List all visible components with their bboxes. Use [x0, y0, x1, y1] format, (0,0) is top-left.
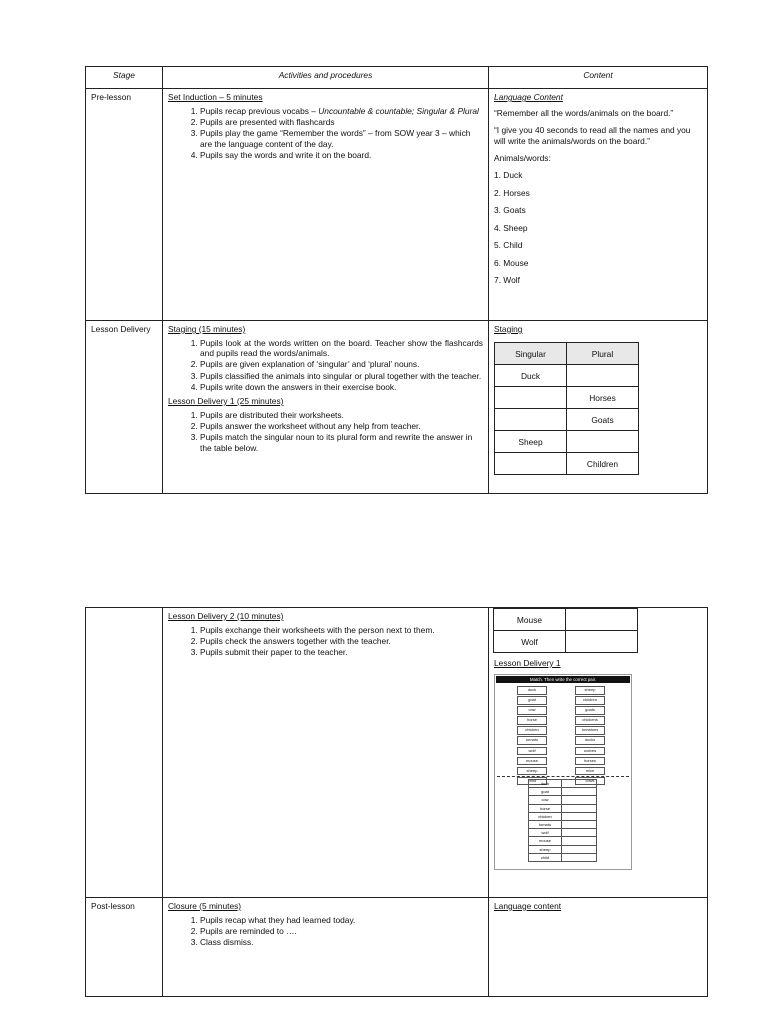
list-item: 3. Pupils match the singular noun to its plural form and rewrite the answer in the table below. [200, 432, 483, 452]
post-lesson-row [86, 898, 708, 997]
lesson-delivery-stage: Lesson Delivery [86, 321, 163, 494]
list-item: 2. Pupils are presented with flashcards [200, 117, 483, 127]
set-induction-list [168, 106, 483, 160]
worksheet-word: mice [575, 767, 605, 776]
list-item: 3. Pupils submit their paper to the teacher. [200, 647, 483, 657]
singular-plural-header [495, 343, 639, 365]
header-content: Content [489, 67, 708, 89]
worksheet-cut-line [497, 776, 629, 777]
worksheet-grid-word: chicken [528, 812, 562, 821]
table-cell: Wolf [494, 631, 566, 653]
list-item: 2. Pupils check the answers together with the teacher. [200, 636, 483, 646]
table-header-row [86, 67, 708, 89]
worksheet-answer-grid [529, 779, 597, 861]
table-row [495, 431, 639, 453]
worksheet-word: tomatoes [575, 726, 605, 735]
pre-lesson-content [489, 89, 708, 321]
worksheet-word: sheep [517, 767, 547, 776]
worksheet-word: ducks [575, 736, 605, 745]
worksheet-word: wolf [517, 747, 547, 756]
list-item: 1. Pupils recap what they had learned today. [200, 915, 483, 925]
table-cell: Duck [495, 365, 567, 387]
list-item: 4. Pupils write down the answers in their exercise book. [200, 382, 483, 392]
worksheet-grid-word: mouse [528, 836, 562, 845]
header-activities: Activities and procedures [163, 67, 489, 89]
table-row [495, 387, 639, 409]
worksheet-grid-word: tomato [528, 820, 562, 829]
post-lesson-content [489, 898, 708, 997]
set-induction-heading: Set Induction – 5 minutes [168, 92, 263, 102]
post-lesson-activities [163, 898, 489, 997]
post-lesson-stage: Post-lesson [86, 898, 163, 997]
worksheet-grid-word: duck [528, 779, 562, 788]
quote-2: “I give you 40 seconds to read all the names and you will write the animals/words on the board.” [494, 125, 691, 146]
table-row [494, 631, 638, 653]
worksheet-word: goats [575, 706, 605, 715]
table-cell [566, 609, 638, 631]
pre-lesson-stage: Pre-lesson [86, 89, 163, 321]
table-cell [567, 365, 639, 387]
list-item: 1. Pupils recap previous vocabs – Uncountable & countable; Singular & Plural [200, 106, 483, 116]
worksheet-word: cow [517, 706, 547, 715]
singular-header: Singular [495, 343, 567, 365]
worksheet-word: goat [517, 696, 547, 705]
animal-item: 3. Goats [494, 205, 526, 215]
worksheet-word: cows [575, 777, 605, 786]
worksheet-word: tomato [517, 736, 547, 745]
pre-lesson-row [86, 89, 708, 321]
table-cell [495, 409, 567, 431]
worksheet-word: chicken [517, 726, 547, 735]
worksheet-word: horses [575, 757, 605, 766]
list-item: 1. Pupils are distributed their worksheets. [200, 410, 483, 420]
language-content-heading: Language Content [494, 92, 563, 102]
staging-list [168, 338, 483, 392]
quote-1: “Remember all the words/animals on the board.” [494, 108, 674, 118]
lesson-delivery-activities [163, 321, 489, 494]
lesson-delivery-2-list [168, 625, 483, 658]
worksheet-singular-column [517, 686, 547, 787]
closure-list [168, 915, 483, 948]
table-cell: Children [567, 453, 639, 475]
staging-content-heading: Staging [494, 324, 523, 334]
language-content-heading-2: Language content [494, 901, 562, 911]
worksheet-grid-word: wolf [528, 828, 562, 837]
worksheet-word: mouse [517, 757, 547, 766]
worksheet-word: children [575, 696, 605, 705]
singular-plural-table-continued [493, 608, 638, 653]
singular-plural-table [494, 342, 639, 475]
pre-lesson-activities [163, 89, 489, 321]
table-cell: Horses [567, 387, 639, 409]
header-stage: Stage [86, 67, 163, 89]
plural-header: Plural [567, 343, 639, 365]
closure-heading: Closure (5 minutes) [168, 901, 242, 911]
worksheet-grid-word: sheep [528, 845, 562, 854]
table-cell: Goats [567, 409, 639, 431]
list-item: 4. Pupils say the words and write it on the board. [200, 150, 483, 160]
lesson-delivery-2-content [489, 608, 708, 898]
lesson-plan-table-1 [85, 66, 708, 494]
lesson-delivery-1-heading: Lesson Delivery 1 (25 minutes) [168, 396, 284, 407]
empty-stage-cell [86, 608, 163, 898]
worksheet-title: Match. Then write the correct pair. [496, 676, 630, 683]
staging-heading: Staging (15 minutes) [168, 324, 246, 334]
list-item: 3. Class dismiss. [200, 937, 483, 947]
table-row [495, 453, 639, 475]
list-item: 1. Pupils look at the words written on the board. Teacher show the flashcards and pupils read the words/animals. [200, 338, 483, 358]
list-item: 3. Pupils classified the animals into singular or plural together with the teacher. [200, 371, 483, 381]
list-item: 2. Pupils are given explanation of ‘singular’ and ‘plural’ nouns. [200, 359, 483, 369]
table-row [495, 365, 639, 387]
table-cell [567, 431, 639, 453]
lesson-plan-table-2 [85, 607, 708, 997]
worksheet-word: child [517, 777, 547, 786]
worksheet-word: horse [517, 716, 547, 725]
lesson-delivery-content [489, 321, 708, 494]
worksheet-word: chickens [575, 716, 605, 725]
animal-item: 5. Child [494, 240, 523, 250]
worksheet-image [494, 674, 632, 870]
worksheet-grid-word: child [528, 853, 562, 862]
lesson-delivery-2-heading: Lesson Delivery 2 (10 minutes) [168, 611, 284, 621]
table-cell [495, 453, 567, 475]
animal-item: 2. Horses [494, 187, 530, 198]
list-item: 2. Pupils are reminded to …. [200, 926, 483, 936]
lesson-delivery-1-list [168, 410, 483, 453]
worksheet-grid-word: horse [528, 804, 562, 813]
animal-item: 1. Duck [494, 170, 523, 180]
table-cell [566, 631, 638, 653]
list-item: 1. Pupils exchange their worksheets with the person next to them. [200, 625, 483, 635]
worksheet-word: sheep [575, 686, 605, 695]
table-row [495, 409, 639, 431]
worksheet-word: duck [517, 686, 547, 695]
worksheet-grid-word: cow [528, 795, 562, 804]
worksheet-blank [561, 853, 597, 862]
lesson-delivery-2-activities [163, 608, 489, 898]
list-item: 3. Pupils play the game “Remember the words” – from SOW year 3 – which are the language content of the day. [200, 128, 483, 148]
list-item: 2. Pupils answer the worksheet without any help from teacher. [200, 421, 483, 431]
worksheet-grid-word: goat [528, 787, 562, 796]
animal-item: 4. Sheep [494, 222, 528, 233]
table-cell: Sheep [495, 431, 567, 453]
lesson-delivery-1-content-heading: Lesson Delivery 1 [494, 658, 561, 668]
table-cell [495, 387, 567, 409]
animal-item: 6. Mouse [494, 257, 529, 268]
worksheet-word: wolves [575, 747, 605, 756]
table-row [494, 609, 638, 631]
lesson-delivery-row [86, 321, 708, 494]
worksheet-plural-column [575, 686, 605, 787]
table-cell: Mouse [494, 609, 566, 631]
animal-item: 7. Wolf [494, 275, 520, 285]
lesson-delivery-2-row [86, 608, 708, 898]
animals-label: Animals/words: [494, 153, 551, 163]
